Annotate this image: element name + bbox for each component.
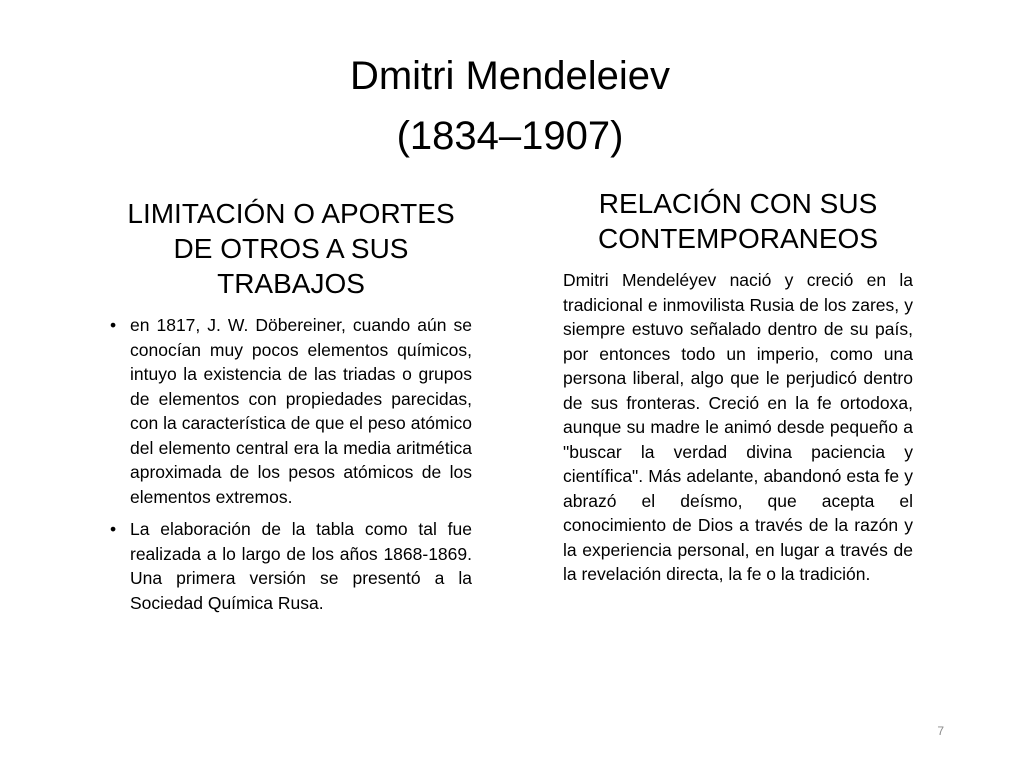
left-column-heading: LIMITACIÓN O APORTES DE OTROS A SUS TRABAJOS: [127, 198, 455, 299]
bullet-item: • en 1817, J. W. Döbereiner, cuando aún se conocían muy pocos elementos químicos, intuyo la existencia de las triadas o grupos de elementos con propiedades parecidas, con la característica de que el peso atómico del elemento central era la media aritmética aproximada de los pesos atómicos de los elementos extremos.: [110, 313, 472, 509]
right-column-heading: RELACIÓN CON SUS CONTEMPORANEOS: [597, 188, 879, 254]
slide-title: [150, 46, 870, 166]
page-number: 7: [937, 724, 944, 738]
bullet-item: • La elaboración de la tabla como tal fue realizada a lo largo de los años 1868-1869. Una primera versión se presentó a la Sociedad Química Rusa.: [110, 517, 472, 615]
left-column-bullet-list: [110, 313, 472, 615]
right-column: [563, 186, 913, 587]
right-column-paragraph: Dmitri Mendeléyev nació y creció en la tradicional e inmovilista Rusia de los zares, y siempre estuvo señalado dentro de su país, por entonces todo un imperio, como una persona liberal, algo que le perjudicó dentro de sus fronteras. Creció en la fe ortodoxa, aunque su madre le animó desde pequeño a "buscar la verdad divina paciencia y científica". Más adelante, abandonó esta fe y abrazó el deísmo, que acepta el conocimiento de Dios a través de la razón y la experiencia personal, en lugar a través de la revelación directa, la fe o la tradición.: [563, 270, 913, 584]
slide-title-name: Dmitri Mendeleiev: [349, 54, 671, 98]
left-column: [110, 196, 472, 623]
slide-title-years: (1834–1907): [396, 114, 624, 158]
